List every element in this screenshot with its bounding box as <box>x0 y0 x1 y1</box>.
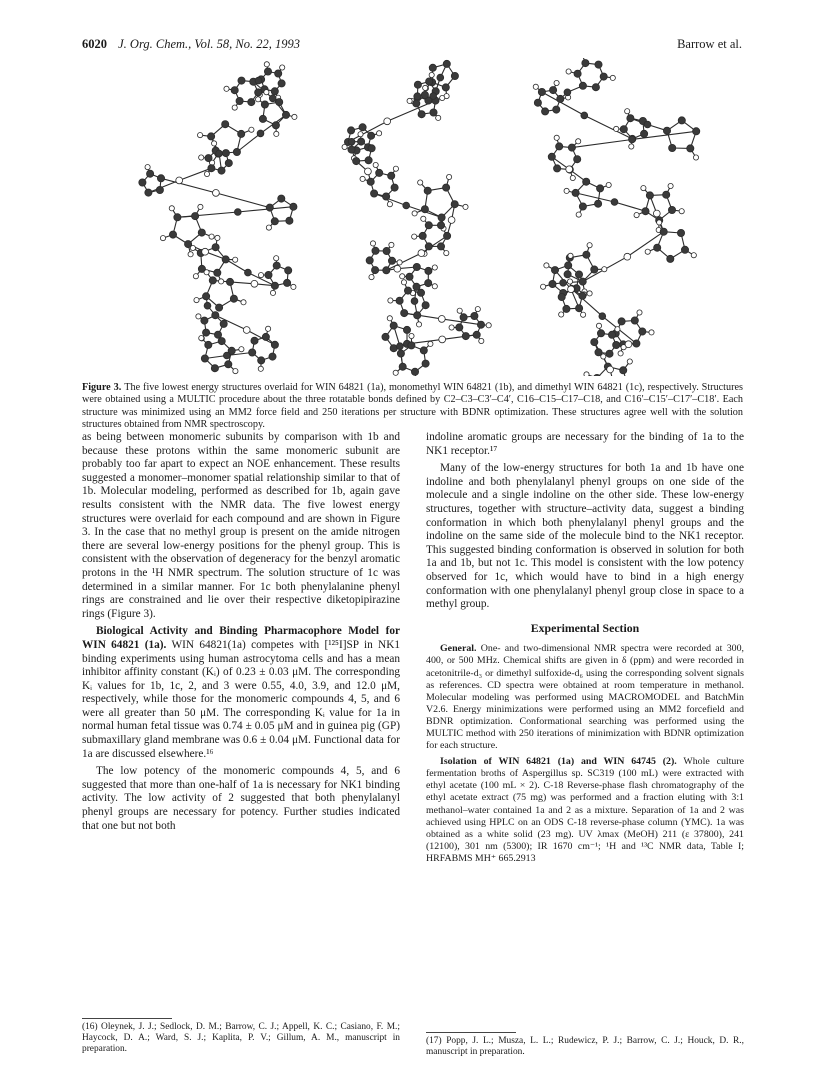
paragraph-biological-activity <box>82 625 400 761</box>
paragraph: The low potency of the monomeric compounds 4, 5, and 6 suggested that more than one-half of 1a is necessary for NK1 binding activity. The low activity of 2 suggested that both phenylalanyl phenyl groups are necessary for potency. Further studies indicated that one but not both <box>82 765 400 832</box>
footnote-rule <box>82 1018 172 1019</box>
figure-caption-text: The five lowest energy structures overlaid for WIN 64821 (1a), monomethyl WIN 64821 (1b), and dimethyl WIN 64821 (1c), respectively. Structures were obtained using a MULTIC procedure about the three rotatable bonds defined by C2–C3–C3′–C4′, C16–C15–C17–C18, and C16′–C15′–C17′–C18′. Each structure was minimized using an MM2 force field and 250 iterations per structure with BDNR optimization. These structures agree well with the solution structures obtained from NMR spectroscopy. <box>82 382 743 431</box>
section-heading: Experimental Section <box>530 620 640 635</box>
paragraph: indoline aromatic groups are necessary for the binding of 1a to the NK1 receptor.¹⁷ <box>426 431 744 457</box>
paragraph-text: WIN 64821(1a) competes with [¹²⁵I]SP in NK1 binding experiments using human astrocytoma cells and has a mean inhibitor affinity constant (Kᵢ) of 0.23 ± 0.03 μM. The corresponding Kᵢ values for 1b, 1c, 2, and 3 were 0.55, 4.0, 3.9, and 12.0 μM, respectively, while those for the monomeric compounds 4, 5, and 6 were all greater than 50 μM. The corresponding Kᵢ value for 1a in normal human fetal tissue was 0.74 ± 0.05 μM and in guinea pig (GP) submaxillary gland membrane was 0.6 ± 0.04 μM. Functional data for 1a are discussed elsewhere.¹⁶ <box>82 638 401 760</box>
footnote-17: (17) Popp, J. L.; Musza, L. L.; Rudewicz, P. J.; Barrow, C. J.; Houck, D. R., manuscript in preparation. <box>426 1036 744 1058</box>
page-number: 6020 <box>82 37 107 51</box>
run-in-heading: Biological Activity and Binding Pharmacophore Model for WIN 64821 (1a). <box>82 625 400 651</box>
figure-caption <box>82 382 743 432</box>
run-in-heading: Isolation of WIN 64821 (1a) and WIN 64745 (2). <box>440 756 677 768</box>
molecular-overlay-illustration <box>118 58 728 376</box>
paragraph: Many of the low-energy structures for both 1a and 1b have one indoline and both phenylalanyl phenyl groups on one side of the molecule and a single indoline on the other side. These low-energy structures, together with structure–activity data, suggest a binding conformation in which both phenylalanyl phenyl groups and the indoline on the same side of the molecule bind to the NK1 receptor. This suggested binding conformation is observed in solution for both 1a and 1b, but not 1c. This model is consistent with the low potency observed for 1c, which would have to bind in a high energy conformation with one phenylalanyl phenyl group close in space to a methyl group. <box>426 462 744 611</box>
paragraph-isolation <box>426 756 744 865</box>
paragraph: as being between monomeric subunits by comparison with 1b and because these protons within the same monomeric subunit are probably too far apart to expect an NOE enhancement. These results suggested a monomer–monomer spatial relationship similar to that of 1b. Molecular modeling, performed as described for 1b, again gave results consistent with the NMR data. The five lowest energy structures were overlaid for each compound and are shown in Figure 3. In the case that no methyl group is present on the amide nitrogen there are several low-energy positions for the phenyl group. This is consistent with the observation of degeneracy for the benzyl aromatic protons in the ¹H NMR spectrum. The solution structure of 1c was determined in a similar manner. For 1c both phenylalanine phenyl rings are constrained and lie over their respective diketopipirazine rings (Figure 3). <box>82 431 400 620</box>
left-column <box>82 431 400 837</box>
paragraph-general <box>426 643 744 752</box>
page-header <box>82 37 742 53</box>
footnote-rule <box>426 1032 516 1033</box>
journal-citation: J. Org. Chem., Vol. 58, No. 22, 1993 <box>118 37 300 51</box>
paragraph-text: Whole culture fermentation broths of Aspergillus sp. SC319 (100 mL) were extracted with ethyl acetate (100 mL × 2). C-18 Reverse-phase flash chromatography of the ethyl acetate extract (75 mg) was performed and a fraction eluting with 3:1 methanol–water contained 1a and 2 as a mixture. Separation of 1a and 2 was achieved using HPLC on an ODS C-18 reverse-phase column (YMC). 1a was obtained as a white solid (23 mg). UV λmax (MeOH) 211 (ε 37800), 241 (12100), 301 nm (5300); IR 1670 cm⁻¹; ¹H and ¹³C NMR data, Table I; HRFABMS MH⁺ 665.2913 <box>426 756 744 864</box>
right-column <box>426 431 744 869</box>
running-authors: Barrow et al. <box>677 37 742 51</box>
header-left <box>82 37 300 52</box>
run-in-heading: General. <box>440 643 477 655</box>
paragraph-text: One- and two-dimensional NMR spectra were recorded at 300, 400, or 500 MHz. Chemical shifts are given in δ (ppm) and were recorded in acetonitrile-d₃ or dimethyl sulfoxide-d₆ using the corresponding solvent signals as references. CD spectra were obtained at room temperature in methanol. Molecular modeling was performed using MACROMODEL and BatchMin V2.6. Energy minimizations were performed using an MM2 forcefield and BDNR optimization. Conformational searching was performed using the MULTIC method with 250 iterations of minimization with BDNR optimization for each structure. <box>426 643 744 752</box>
figure-3-molecular-structures <box>118 58 728 376</box>
figure-label: Figure 3. <box>82 382 122 393</box>
footnote-16: (16) Oleynek, J. J.; Sedlock, D. M.; Barrow, C. J.; Appell, K. C.; Casiano, F. M.; Haycock, D. A.; Ward, S. J.; Kaplita, P. V.; Gillum, A. M., manuscript in preparation. <box>82 1022 400 1055</box>
